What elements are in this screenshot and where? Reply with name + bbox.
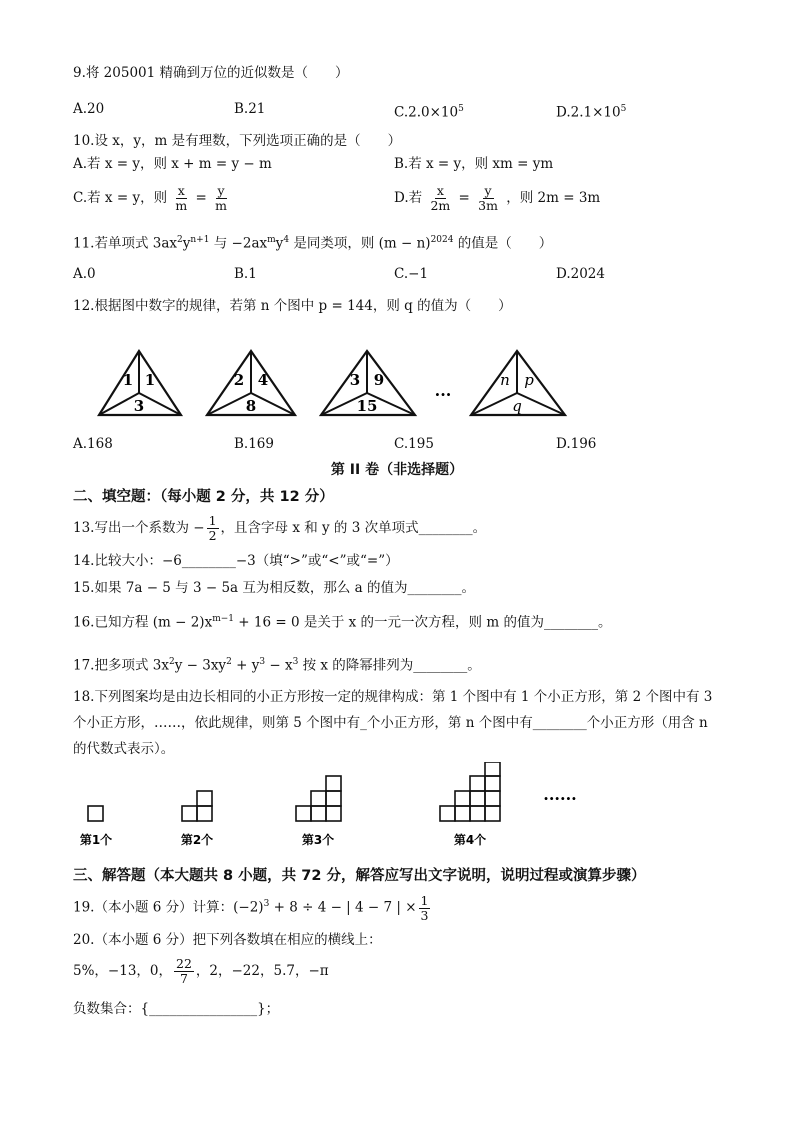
part2-title: 第 II 卷（非选择题） bbox=[330, 462, 464, 478]
triangle-ellipsis: ··· bbox=[434, 385, 452, 404]
q17: 17.把多项式 $3x^2y - 3xy^2 + y^3 - x^3$ 按 x 的降幂排列为________。 bbox=[73, 657, 481, 674]
q10-stem: 10.设 x，y，m 是有理数，下列选项正确的是（ ） bbox=[73, 133, 402, 149]
q12-option-b: B.169 bbox=[234, 436, 274, 452]
q9-option-b: B.21 bbox=[234, 101, 266, 117]
q9-option-d: $D.2.1\times 10^5$ bbox=[556, 104, 627, 121]
square-caption-1: 第1个 bbox=[79, 833, 113, 847]
fraction: $\frac{1}{2}$ bbox=[208, 513, 217, 543]
q11-option-b: B.1 bbox=[234, 266, 257, 282]
triangle-pattern-figure bbox=[95, 345, 735, 425]
fraction: $\frac{y}{m}$ bbox=[215, 183, 227, 213]
q9-option-c: $C.2.0\times 10^5$ bbox=[394, 104, 464, 121]
q11-option-d: D.2024 bbox=[556, 266, 605, 282]
q9-option-a: A.20 bbox=[73, 101, 105, 117]
q11-option-c: C.−1 bbox=[394, 266, 429, 282]
triangle-n-bottom: q bbox=[512, 397, 522, 415]
triangle-1-bottom: 3 bbox=[133, 397, 145, 415]
q10-option-b: B.若 x = y，则 xm = ym bbox=[394, 156, 554, 172]
fraction: $\frac{1}{3}$ bbox=[420, 892, 429, 923]
square-caption-3: 第3个 bbox=[301, 833, 335, 847]
q20-negative-set: 负数集合：{________________}； bbox=[73, 1001, 280, 1017]
q12-option-d: D.196 bbox=[556, 436, 597, 452]
q10-option-d: D.若 $\frac{x}{2m}$ = $\frac{y}{3m}$ ，则 2m = 3m bbox=[394, 183, 601, 213]
triangle-1-left: 1 bbox=[122, 371, 134, 389]
triangle-n-left: n bbox=[500, 371, 510, 389]
section2-heading: 二、填空题：（每小题 2 分，共 12 分） bbox=[73, 489, 334, 505]
triangle-n bbox=[471, 351, 565, 415]
section3-heading: 三、解答题（本大题共 8 小题，共 72 分，解答应写出文字说明，说明过程或演算步骤） bbox=[73, 868, 646, 884]
q10-option-c: C.若 x = y，则 $\frac{x}{m}$ = $\frac{y}{m}$ bbox=[73, 183, 227, 213]
q11-stem: 11.若单项式 $3ax^2y^{n+1}$ 与 $-2ax^my^4$ 是同类项，则 $(m - n)^{2024}$ 的值是（ ） bbox=[73, 235, 553, 252]
q18-line2: 个小正方形，……，依此规律，则第 5 个图中有_个小正方形，第 n 个图中有________个小正方形（用含 n bbox=[73, 715, 708, 731]
triangle-2-bottom: 8 bbox=[245, 397, 257, 415]
square-caption-4: 第4个 bbox=[453, 833, 487, 847]
q15: 15.如果 7a − 5 与 3 − 5a 互为相反数，那么 a 的值为________。 bbox=[73, 580, 476, 596]
triangle-3-left: 3 bbox=[349, 371, 361, 389]
triangle-3-right: 9 bbox=[373, 371, 385, 389]
q9-stem: 9.将 205001 精确到万位的近似数是（ ） bbox=[73, 65, 349, 81]
square-ellipsis: ······ bbox=[543, 789, 577, 808]
q18-line3: 的代数式表示）。 bbox=[73, 741, 175, 757]
triangle-2 bbox=[207, 351, 295, 415]
triangle-1-right: 1 bbox=[144, 371, 156, 389]
q12-option-c: C.195 bbox=[394, 436, 434, 452]
q11-option-a: A.0 bbox=[73, 266, 96, 282]
triangle-2-right: 4 bbox=[257, 371, 269, 389]
q12-stem: 12.根据图中数字的规律，若第 n 个图中 p = 144，则 q 的值为（ ） bbox=[73, 298, 512, 314]
triangle-3 bbox=[321, 351, 415, 415]
fraction: $\frac{22}{7}$ bbox=[176, 956, 192, 986]
square-pattern-figure bbox=[78, 762, 598, 850]
q20-stem: 20.（本小题 6 分）把下列各数填在相应的横线上： bbox=[73, 932, 382, 948]
triangle-3-bottom: 15 bbox=[356, 397, 378, 415]
q20-numbers: 5%，−13，0， $\frac{22}{7}$ ，2，−22，5.7，−π bbox=[73, 956, 329, 986]
triangle-n-right: p bbox=[524, 371, 534, 389]
square bbox=[88, 806, 103, 821]
fraction: $\frac{x}{2m}$ bbox=[430, 183, 451, 213]
q18-line1: 18.下列图案均是由边长相同的小正方形按一定的规律构成：第 1 个图中有 1 个小正方形，第 2 个图中有 3 bbox=[73, 689, 713, 705]
square-caption-2: 第2个 bbox=[180, 833, 214, 847]
triangle-1 bbox=[99, 351, 181, 415]
q14: 14.比较大小：−6________−3（填“>”或“<”或“=”） bbox=[73, 553, 399, 569]
fraction: $\frac{y}{3m}$ bbox=[478, 183, 498, 213]
q13: 13.写出一个系数为 − $\frac{1}{2}$ ，且含字母 x 和 y 的 3 次单项式________。 bbox=[73, 513, 487, 543]
triangle-2-left: 2 bbox=[233, 371, 245, 389]
q10-option-a: A.若 x = y，则 x + m = y − m bbox=[73, 156, 272, 172]
q19: 19.（本小题 6 分）计算：$(-2)^3 + 8 \div 4$ − | 4 − 7 | × $\frac{1}{3}$ bbox=[73, 892, 429, 923]
q12-option-a: A.168 bbox=[73, 436, 113, 452]
fraction: $\frac{x}{m}$ bbox=[175, 183, 188, 213]
q16: 16.已知方程 $(m - 2)x^{m-1} + 16 = 0$ 是关于 x 的一元一次方程，则 m 的值为________。 bbox=[73, 614, 612, 631]
